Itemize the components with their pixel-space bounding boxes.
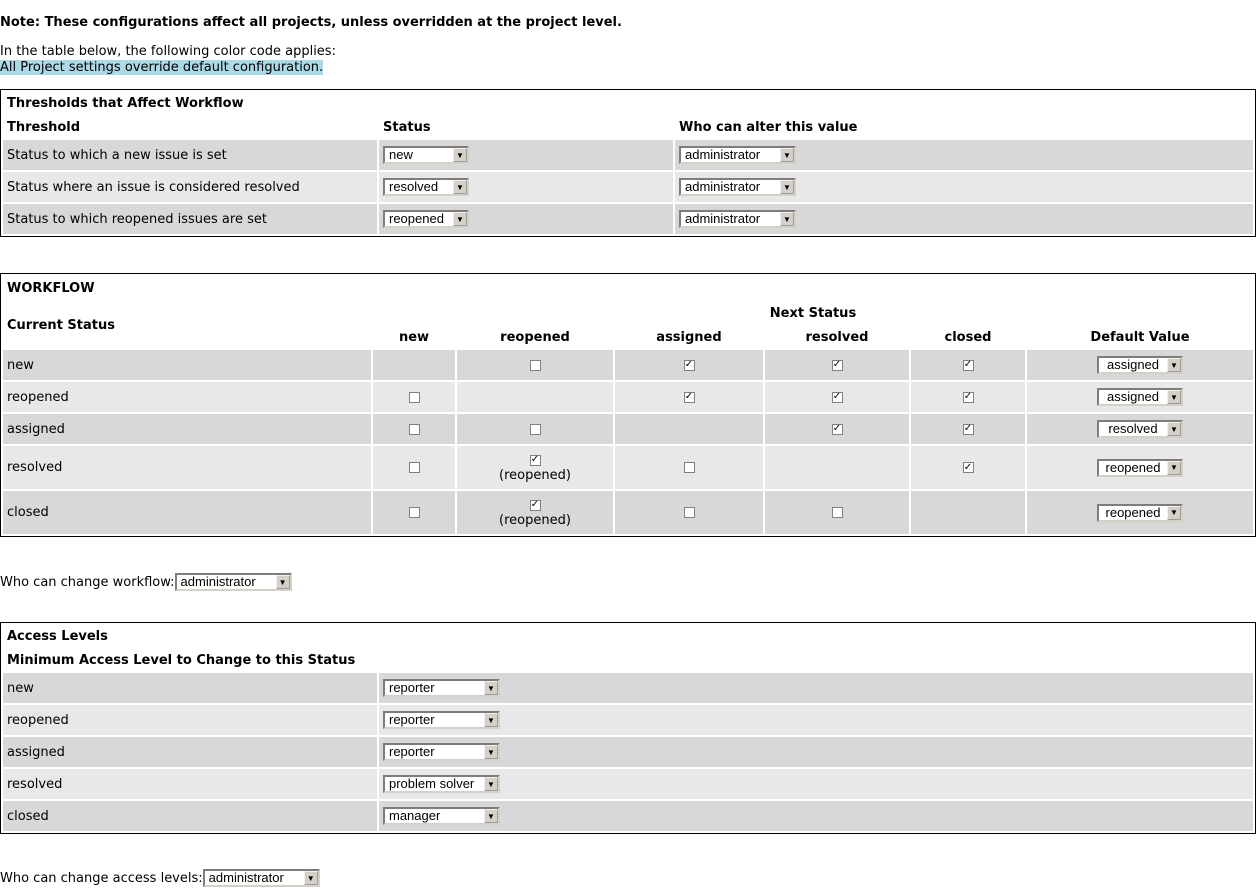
current-status-header: Current Status — [7, 317, 115, 333]
table-row — [3, 705, 1253, 735]
threshold-who-select[interactable]: administrator ▼ — [679, 178, 796, 196]
checkbox-checked[interactable] — [963, 392, 974, 403]
workflow-row-label: reopened — [3, 382, 371, 412]
checkbox-checked[interactable] — [832, 360, 843, 371]
access-level-select[interactable]: reporter ▼ — [383, 743, 500, 761]
transition-cell — [615, 382, 763, 412]
transition-cell — [615, 350, 763, 380]
access-who-label: Who can change access levels: — [0, 870, 203, 886]
default-value-select[interactable]: reopened ▼ — [1097, 504, 1183, 522]
threshold-label: Status where an issue is considered resolved — [3, 172, 377, 202]
checkbox-checked[interactable] — [530, 455, 541, 466]
table-row — [3, 140, 1253, 170]
checkmark-icon: ✓ — [832, 423, 842, 434]
access-row-label: new — [3, 673, 377, 703]
default-value-cell — [1027, 414, 1253, 444]
checkbox-unchecked[interactable] — [409, 507, 420, 518]
access-title: Access Levels — [7, 628, 108, 644]
table-row — [3, 172, 1253, 202]
transition-cell — [457, 446, 613, 489]
transition-cell — [911, 491, 1025, 534]
workflow-row-label: resolved — [3, 446, 371, 489]
table-row — [3, 491, 1253, 534]
color-code-intro: In the table below, the following color code applies: — [0, 44, 336, 59]
access-subtitle: Minimum Access Level to Change to this Status — [7, 652, 356, 668]
table-row — [3, 204, 1253, 234]
checkbox-checked[interactable] — [684, 360, 695, 371]
checkbox-unchecked[interactable] — [684, 462, 695, 473]
transition-cell — [765, 350, 909, 380]
threshold-status-select[interactable]: new ▼ — [383, 146, 469, 164]
default-value-select[interactable]: reopened ▼ — [1097, 459, 1183, 477]
access-row-label: reopened — [3, 705, 377, 735]
table-row — [3, 414, 1253, 444]
checkmark-icon: ✓ — [684, 391, 694, 402]
default-value-cell — [1027, 446, 1253, 489]
access-row-label: resolved — [3, 769, 377, 799]
checkmark-icon: ✓ — [530, 454, 540, 465]
table-row — [3, 737, 1253, 767]
chevron-down-icon: ▼ — [453, 180, 467, 194]
default-note: (reopened) — [499, 467, 571, 483]
table-row — [3, 769, 1253, 799]
chevron-down-icon: ▼ — [1167, 358, 1181, 372]
access-levels-table — [0, 622, 1256, 834]
workflow-title: WORKFLOW — [7, 280, 95, 296]
threshold-who-select[interactable]: administrator ▼ — [679, 146, 796, 164]
threshold-status-select[interactable]: reopened ▼ — [383, 210, 469, 228]
checkbox-checked[interactable] — [963, 462, 974, 473]
transition-cell — [911, 414, 1025, 444]
access-select-cell — [379, 673, 1253, 703]
col-status: Status — [383, 119, 431, 135]
table-row — [3, 801, 1253, 831]
chevron-down-icon: ▼ — [1167, 461, 1181, 475]
access-who-select[interactable]: administrator ▼ — [203, 869, 320, 887]
transition-cell — [457, 414, 613, 444]
chevron-down-icon: ▼ — [484, 745, 498, 759]
col-default-value: Default Value — [1090, 329, 1190, 345]
access-level-select[interactable]: reporter ▼ — [383, 679, 500, 697]
checkmark-icon: ✓ — [832, 359, 842, 370]
checkbox-unchecked[interactable] — [409, 462, 420, 473]
chevron-down-icon: ▼ — [453, 212, 467, 226]
access-level-select[interactable]: manager ▼ — [383, 807, 500, 825]
chevron-down-icon: ▼ — [484, 713, 498, 727]
default-note: (reopened) — [499, 512, 571, 528]
default-value-select[interactable]: assigned ▼ — [1097, 356, 1183, 374]
col-threshold: Threshold — [7, 119, 81, 135]
checkbox-checked[interactable] — [684, 392, 695, 403]
checkmark-icon: ✓ — [684, 359, 694, 370]
checkmark-icon: ✓ — [530, 499, 540, 510]
color-code-legend: All Project settings override default configuration. — [0, 60, 324, 75]
chevron-down-icon: ▼ — [780, 148, 794, 162]
checkbox-checked[interactable] — [963, 360, 974, 371]
chevron-down-icon: ▼ — [484, 777, 498, 791]
col-assigned: assigned — [656, 329, 722, 345]
checkmark-icon: ✓ — [963, 359, 973, 370]
transition-cell — [765, 414, 909, 444]
transition-cell — [373, 414, 455, 444]
threshold-label: Status to which reopened issues are set — [3, 204, 377, 234]
workflow-table — [0, 273, 1256, 537]
transition-cell — [615, 446, 763, 489]
page-note: Note: These configurations affect all projects, unless overridden at the project level. — [0, 15, 622, 30]
chevron-down-icon: ▼ — [453, 148, 467, 162]
transition-cell — [373, 382, 455, 412]
checkmark-icon: ✓ — [832, 391, 842, 402]
col-reopened: reopened — [500, 329, 570, 345]
default-value-cell — [1027, 491, 1253, 534]
access-permission — [0, 869, 320, 887]
transition-cell — [373, 491, 455, 534]
thresholds-table — [0, 89, 1256, 237]
chevron-down-icon: ▼ — [780, 180, 794, 194]
checkbox-checked[interactable] — [963, 424, 974, 435]
col-closed: closed — [944, 329, 992, 345]
col-resolved: resolved — [805, 329, 869, 345]
checkbox-unchecked[interactable] — [409, 424, 420, 435]
table-row — [3, 673, 1253, 703]
workflow-row-label: assigned — [3, 414, 371, 444]
transition-cell — [615, 414, 763, 444]
chevron-down-icon: ▼ — [1167, 506, 1181, 520]
workflow-who-label: Who can change workflow: — [0, 574, 175, 590]
checkbox-unchecked[interactable] — [409, 392, 420, 403]
table-row — [3, 446, 1253, 489]
transition-cell — [457, 491, 613, 534]
transition-cell — [457, 350, 613, 380]
checkbox-unchecked[interactable] — [832, 507, 843, 518]
chevron-down-icon: ▼ — [304, 871, 318, 885]
access-select-cell — [379, 705, 1253, 735]
transition-cell — [765, 446, 909, 489]
access-select-cell — [379, 801, 1253, 831]
checkbox-checked[interactable] — [832, 424, 843, 435]
transition-cell — [373, 446, 455, 489]
workflow-permission — [0, 573, 292, 591]
transition-cell — [765, 491, 909, 534]
checkbox-checked[interactable] — [530, 500, 541, 511]
next-status-header: Next Status — [769, 305, 857, 321]
access-select-cell — [379, 769, 1253, 799]
checkbox-unchecked[interactable] — [530, 360, 541, 371]
transition-cell — [457, 382, 613, 412]
threshold-status-select[interactable]: resolved ▼ — [383, 178, 469, 196]
threshold-label: Status to which a new issue is set — [3, 140, 377, 170]
checkbox-checked[interactable] — [832, 392, 843, 403]
transition-cell — [911, 382, 1025, 412]
checkbox-unchecked[interactable] — [530, 424, 541, 435]
threshold-who-select[interactable]: administrator ▼ — [679, 210, 796, 228]
chevron-down-icon: ▼ — [484, 809, 498, 823]
transition-cell — [911, 446, 1025, 489]
table-row — [3, 350, 1253, 380]
col-who: Who can alter this value — [679, 119, 858, 135]
checkmark-icon: ✓ — [963, 423, 973, 434]
chevron-down-icon: ▼ — [276, 575, 290, 589]
access-row-label: assigned — [3, 737, 377, 767]
checkmark-icon: ✓ — [963, 391, 973, 402]
chevron-down-icon: ▼ — [1167, 390, 1181, 404]
workflow-row-label: closed — [3, 491, 371, 534]
table-row — [3, 382, 1253, 412]
workflow-who-select[interactable]: administrator ▼ — [175, 573, 292, 591]
transition-cell — [615, 491, 763, 534]
checkmark-icon: ✓ — [963, 461, 973, 473]
transition-cell — [765, 382, 909, 412]
checkbox-unchecked[interactable] — [684, 507, 695, 518]
transition-cell — [911, 350, 1025, 380]
thresholds-title: Thresholds that Affect Workflow — [7, 95, 244, 111]
default-value-cell — [1027, 350, 1253, 380]
default-value-select[interactable]: assigned ▼ — [1097, 388, 1183, 406]
workflow-row-label: new — [3, 350, 371, 380]
access-level-select[interactable]: problem solver ▼ — [383, 775, 500, 793]
chevron-down-icon: ▼ — [780, 212, 794, 226]
default-value-select[interactable]: resolved ▼ — [1097, 420, 1183, 438]
default-value-cell — [1027, 382, 1253, 412]
access-level-select[interactable]: reporter ▼ — [383, 711, 500, 729]
chevron-down-icon: ▼ — [484, 681, 498, 695]
col-new: new — [398, 329, 430, 345]
chevron-down-icon: ▼ — [1167, 422, 1181, 436]
access-select-cell — [379, 737, 1253, 767]
transition-cell — [373, 350, 455, 380]
access-row-label: closed — [3, 801, 377, 831]
